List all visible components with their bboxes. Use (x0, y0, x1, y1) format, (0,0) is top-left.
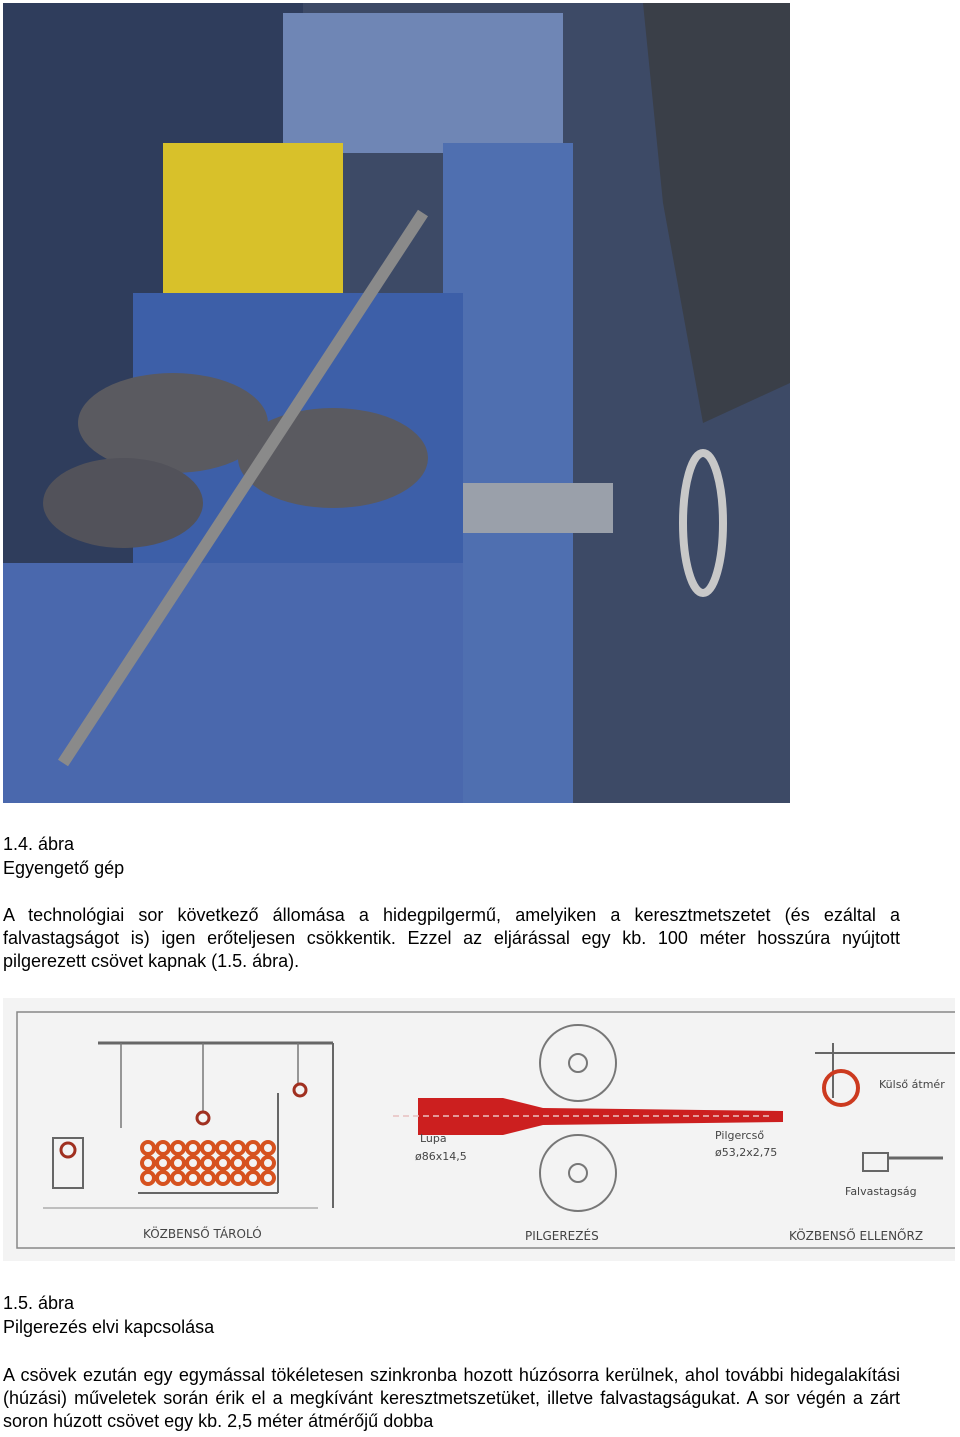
figure-1-caption-title: Egyengető gép (3, 858, 125, 878)
straightening-machine-photo (3, 3, 790, 803)
figure-2-caption-number: 1.5. ábra (3, 1293, 75, 1313)
label-lupa: Lupa (420, 1132, 447, 1145)
photo-illustration (3, 3, 790, 803)
label-section-storage: KÖZBENSŐ TÁROLÓ (143, 1227, 262, 1241)
label-section-pilgering: PILGEREZÉS (525, 1229, 599, 1243)
label-pilgercso: Pilgercső (715, 1129, 765, 1142)
label-lupa-dimension: ø86x14,5 (415, 1150, 467, 1163)
label-pilgercso-dimension: ø53,2x2,75 (715, 1146, 778, 1159)
pilgering-schematic-figure (3, 998, 955, 1261)
pilgering-schematic (3, 998, 955, 1261)
figure-1-caption-number: 1.4. ábra (3, 834, 75, 854)
body-paragraph-2: A csövek ezután egy egymással tökéletesen szinkronba hozott húzósorra kerülnek, ahol további hidegalakítási (húzási) műveletek során érik el a megkívánt keresztmetszetüket, illetve falvastagságukat. A sor végén a zárt soron húzott csövet egy kb. 2,5 méter átmérőjű dobba (3, 1365, 900, 1431)
label-section-inspection: KÖZBENSŐ ELLENŐRZ (789, 1229, 924, 1243)
label-wall-thickness: Falvastagság (845, 1185, 917, 1198)
body-paragraph-1: A technológiai sor következő állomása a hidegpilgermű, amelyiken a keresztmetszetet (és ezáltal a falvastagságot is) igen erőteljesen csökkentik. Ezzel az eljárással egy kb. 100 méter hosszúra nyújtott pilgerezett csövet kapnak (1.5. ábra). (3, 905, 900, 971)
figure-2-caption-title: Pilgerezés elvi kapcsolása (3, 1317, 215, 1337)
label-outer-diameter: Külső átmér (879, 1078, 945, 1091)
